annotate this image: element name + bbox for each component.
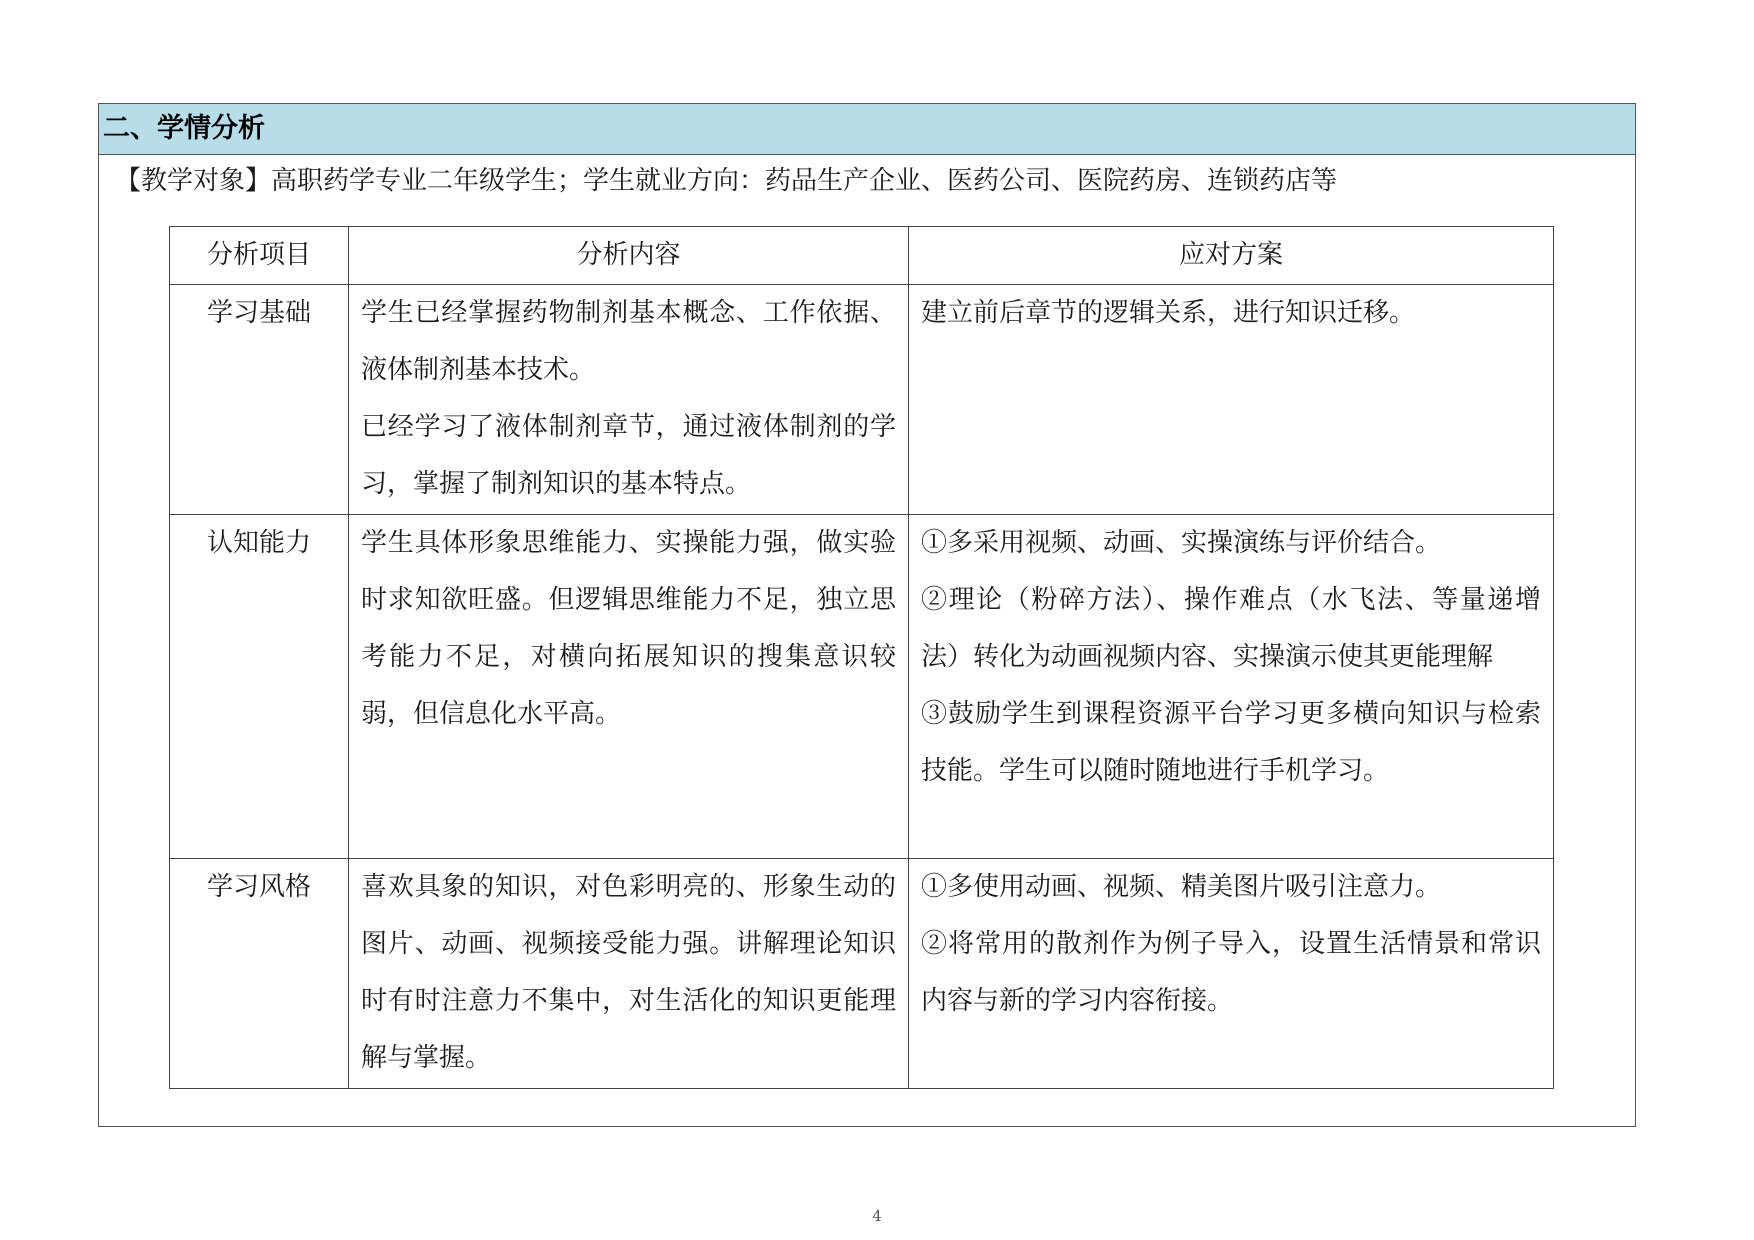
table-row bbox=[170, 515, 1554, 859]
header-analysis-content: 分析内容 bbox=[349, 227, 909, 285]
plan-paragraph: ①多使用动画、视频、精美图片吸引注意力。 bbox=[921, 872, 1442, 902]
row-plan bbox=[909, 285, 1554, 515]
row-content bbox=[349, 859, 909, 1089]
plan-paragraph: ①多采用视频、动画、实操演练与评价结合。 bbox=[921, 528, 1442, 558]
table-row bbox=[170, 859, 1554, 1089]
header-analysis-item: 分析项目 bbox=[170, 227, 349, 285]
content-paragraph: 已经学习了液体制剂章节，通过液体制剂的学习，掌握了制剂知识的基本特点。 bbox=[361, 412, 896, 499]
page-number: 4 bbox=[872, 1207, 882, 1225]
content-paragraph: 学生具体形象思维能力、实操能力强，做实验时求知欲旺盛。但逻辑思维能力不足，独立思考能力不足，对横向拓展知识的搜集意识较弱，但信息化水平高。 bbox=[361, 528, 896, 729]
table-header-row bbox=[170, 227, 1554, 285]
row-item-label: 学习风格 bbox=[170, 859, 349, 1089]
plan-paragraph: ②将常用的散剂作为例子导入，设置生活情景和常识内容与新的学习内容衔接。 bbox=[921, 929, 1541, 1016]
header-response-plan: 应对方案 bbox=[909, 227, 1554, 285]
section-title: 二、学情分析 bbox=[99, 104, 1635, 155]
row-item-label: 学习基础 bbox=[170, 285, 349, 515]
content-paragraph: 学生已经掌握药物制剂基本概念、工作依据、液体制剂基本技术。 bbox=[361, 298, 896, 385]
plan-paragraph: 建立前后章节的逻辑关系，进行知识迁移。 bbox=[921, 298, 1416, 328]
learning-analysis-section bbox=[98, 103, 1636, 1127]
teaching-target: 【教学对象】高职药学专业二年级学生；学生就业方向：药品生产企业、医药公司、医院药房、连锁药店等 bbox=[115, 166, 1338, 196]
row-item-label: 认知能力 bbox=[170, 515, 349, 859]
row-plan bbox=[909, 859, 1554, 1089]
plan-paragraph: ②理论（粉碎方法）、操作难点（水飞法、等量递增法）转化为动画视频内容、实操演示使其更能理解 bbox=[921, 585, 1541, 672]
table-row bbox=[170, 285, 1554, 515]
plan-paragraph: ③鼓励学生到课程资源平台学习更多横向知识与检索技能。学生可以随时随地进行手机学习。 bbox=[921, 699, 1541, 786]
row-plan bbox=[909, 515, 1554, 859]
analysis-table bbox=[169, 226, 1554, 1089]
row-content bbox=[349, 515, 909, 859]
content-paragraph: 喜欢具象的知识，对色彩明亮的、形象生动的图片、动画、视频接受能力强。讲解理论知识时有时注意力不集中，对生活化的知识更能理解与掌握。 bbox=[361, 872, 896, 1073]
row-content bbox=[349, 285, 909, 515]
